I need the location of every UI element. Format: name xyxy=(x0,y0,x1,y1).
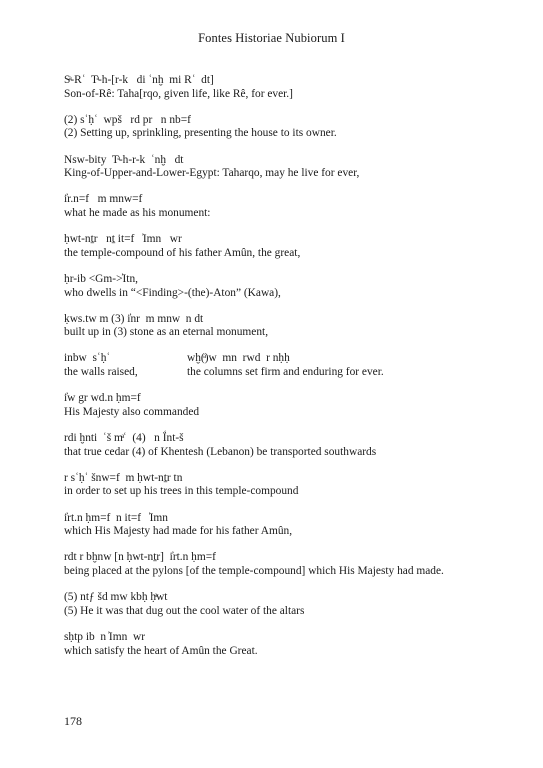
translation-line: in order to set up his trees in this temple-compound xyxy=(64,485,299,498)
translation-line: who dwells in “<Finding>-(the)-Aton” (Kawa), xyxy=(64,286,281,299)
passage-6 xyxy=(64,273,504,300)
transliteration-line xyxy=(64,352,504,366)
running-header: Fontes Historiae Nubiorum I xyxy=(198,31,345,45)
translation-line: the temple-compound of his father Amûn, the great, xyxy=(64,246,301,259)
passage-15 xyxy=(64,631,504,658)
translation-line: being placed at the pylons [of the temple-compound] which His Majesty had made. xyxy=(64,564,444,577)
translation-col-a: the walls raised, xyxy=(64,366,138,379)
translation-line: King-of-Upper-and-Lower-Egypt: Taharqo, may he live for ever, xyxy=(64,167,360,180)
transliteration-line: Nsw-bity Tͣ-h-r-k ʿnḫ dt xyxy=(64,153,184,166)
transliteration-line: i̓rt.n ḥm=f n it=f ̓Imn xyxy=(64,511,168,524)
translation-line: which satisfy the heart of Amûn the Great. xyxy=(64,644,258,657)
transliteration-line: i̓w gr wd.n ḥm=f xyxy=(64,392,141,405)
transliteration-line: Sͣ-Rʿ Tͣ-h-[r-k di ʿnḫ mi Rʿ dt] xyxy=(64,74,214,86)
transliteration-line: i̓r.n=f m mnw=f xyxy=(64,193,143,206)
translation-line: which His Majesty had made for his father Amûn, xyxy=(64,525,293,538)
translation-line: built up in (3) stone as an eternal monument, xyxy=(64,326,269,339)
passage-4 xyxy=(64,193,504,220)
translation-line: what he made as his monument: xyxy=(64,206,211,219)
passage-2 xyxy=(64,114,504,141)
transliteration-line: (2) sʿḥʿ wpš rd pr n nb=f xyxy=(64,113,191,126)
passage-7 xyxy=(64,313,504,340)
passage-9 xyxy=(64,392,504,419)
page-number: 178 xyxy=(64,714,82,728)
translation-line: (5) He it was that dug out the cool water of the altars xyxy=(64,604,305,617)
transliteration-line: rdt r bḫnw [n ḥwt-nṯr] i̓rt.n ḥm=f xyxy=(64,551,216,564)
transliteration-line: (5) ntƒ šd mw kbḥ ḥͣwt xyxy=(64,591,168,604)
translation-line: Son-of-Rê: Taha[rqo, given life, like Rê, for ever.] xyxy=(64,87,293,100)
passage-12 xyxy=(64,512,504,539)
transliteration-line: sḥtp ib n ̓Imn wr xyxy=(64,630,145,643)
transliteration-col-b: wḫ(ͣ)w mn rwd r nḥḥ xyxy=(187,352,290,365)
translation-col-b: the columns set firm and enduring for ever. xyxy=(187,366,384,379)
transliteration-line: ḥwt-nṯr nṯ it=f ̓Imn wr xyxy=(64,233,182,246)
translation-line: that true cedar (4) of Khentesh (Lebanon) be transported southwards xyxy=(64,445,377,458)
passage-8 xyxy=(64,352,504,379)
transliteration-line: ḥr-ib <Gm->̓Itn, xyxy=(64,272,138,285)
translation-line: (2) Setting up, sprinkling, presenting the house to its owner. xyxy=(64,127,337,140)
transliteration-line: ḳws.tw m (3) i̓nr m mnw n dt xyxy=(64,312,204,325)
translation-line: His Majesty also commanded xyxy=(64,405,200,418)
passage-11 xyxy=(64,472,504,499)
transliteration-col-a: inbw sʿḥʿ xyxy=(64,352,111,365)
passage-14 xyxy=(64,591,504,618)
passage-10 xyxy=(64,432,504,459)
transliteration-line: r sʿḥʿ šnw=f m ḥwt-nṯr tn xyxy=(64,471,183,484)
translation-line xyxy=(64,366,504,380)
passage-5 xyxy=(64,233,504,260)
passage-3 xyxy=(64,154,504,181)
passage-1 xyxy=(64,74,504,101)
text-body xyxy=(64,74,504,671)
passage-13 xyxy=(64,551,504,578)
transliteration-line: rdi ḫnti ʿš mͣʿ (4) n Ḯnt-š xyxy=(64,432,184,445)
